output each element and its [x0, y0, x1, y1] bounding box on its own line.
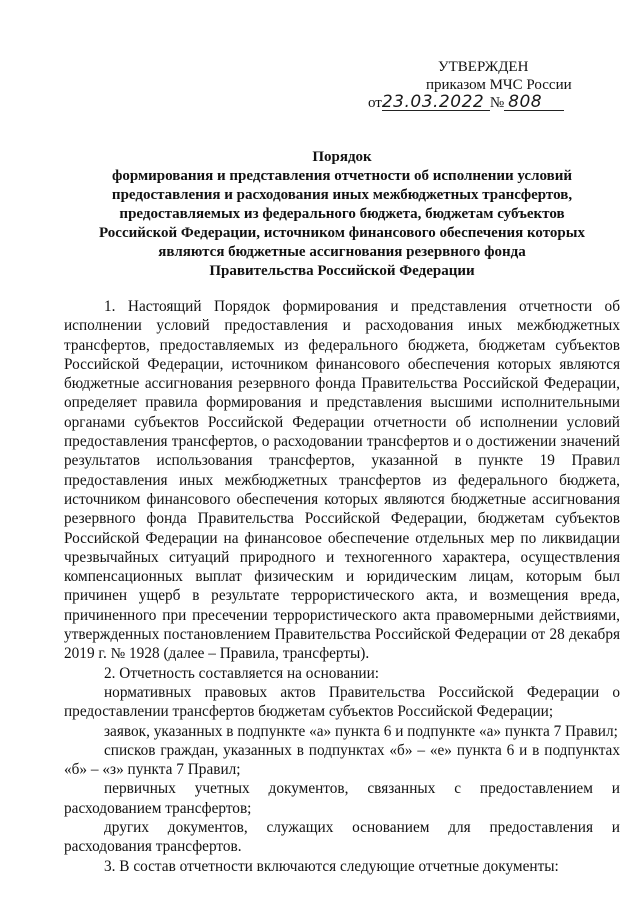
basis-item-citizen-lists: списков граждан, указанных в подпунктах «б» – «е» пункта 6 и в подпунктах «б» – «з» пункта 7 Правил; [64, 741, 620, 779]
title-line: предоставляемых из федерального бюджета, бюджетам субъектов [119, 206, 565, 222]
approval-date: 23.03.2022 [382, 94, 490, 111]
paragraph-3: 3. В состав отчетности включаются следующие отчетные документы: [104, 857, 559, 875]
approval-from-prefix: от [368, 95, 382, 111]
title-line: являются бюджетные ассигнования резервного фонда [158, 244, 526, 260]
title-line: Российской Федерации, источником финансового обеспечения которых [99, 225, 585, 241]
approval-number: 808 [504, 94, 564, 111]
title-line: Порядок [312, 149, 372, 165]
approval-heading: УТВЕРЖДЕН [438, 59, 529, 75]
approval-number-sign: № [489, 95, 505, 111]
basis-item-primary-documents: первичных учетных документов, связанных с предоставлением и расходованием трансфертов; [64, 780, 620, 817]
document-title [64, 148, 620, 281]
title-line: формирования и представления отчетности об исполнении условий [111, 168, 573, 184]
title-line: Правительства Российской Федерации [209, 263, 475, 279]
paragraph-1: 1. Настоящий Порядок формирования и представления отчетности об исполнении условий предоставления и расходования иных межбюджетных трансфертов, предоставляемых из федерального бюджета, бюджетам субъектов Российской Федерации, источником финансового обеспечения которых являются бюджетные ассигнования резервного фонда Правительства Российской Федерации, определяет правила формирования и представления высшими исполнительными органами субъектов Российской Федерации отчетности об исполнении условий предоставления трансфертов, о расходовании трансфертов и о достижении значений результатов использования трансфертов, указанной в пункте 19 Правил предоставления иных межбюджетных трансфертов из федерального бюджета, источником финансового обеспечения которых являются бюджетные ассигнования резервного фонда Правительства Российской Федерации, бюджетам субъектов Российской Федерации на финансовое обеспечение отдельных мер по ликвидации чрезвычайных ситуаций природного и техногенного характера, осуществления компенсационных выплат физическим и юридическим лицам, которым был причинен ущерб в результате террористического акта, и возмещения вреда, причиненного при пресечении террористического акта правомерными действиями, утвержденных постановлением Правительства Российской Федерации от 28 декабря 2019 г. № 1928 (далее – Правила, трансферты). [64, 298, 620, 663]
paragraph-2: 2. Отчетность составляется на основании: [104, 664, 380, 682]
document-body [64, 297, 620, 876]
basis-item-normative-acts: нормативных правовых актов Правительства Российской Федерации о предоставлении трансфертов бюджетам субъектов Российской Федерации; [64, 683, 620, 721]
approval-order-line: приказом МЧС России [426, 77, 572, 93]
approval-date-line [368, 94, 598, 112]
basis-item-other-documents: других документов, служащих основанием для предоставления и расходования трансфертов. [64, 819, 620, 856]
approval-stamp [368, 58, 598, 112]
title-line: предоставления и расходования иных межбюджетных трансфертов, [111, 187, 573, 203]
basis-item-applications: заявок, указанных в подпункте «а» пункта 6 и подпункте «а» пункта 7 Правил; [104, 722, 618, 740]
